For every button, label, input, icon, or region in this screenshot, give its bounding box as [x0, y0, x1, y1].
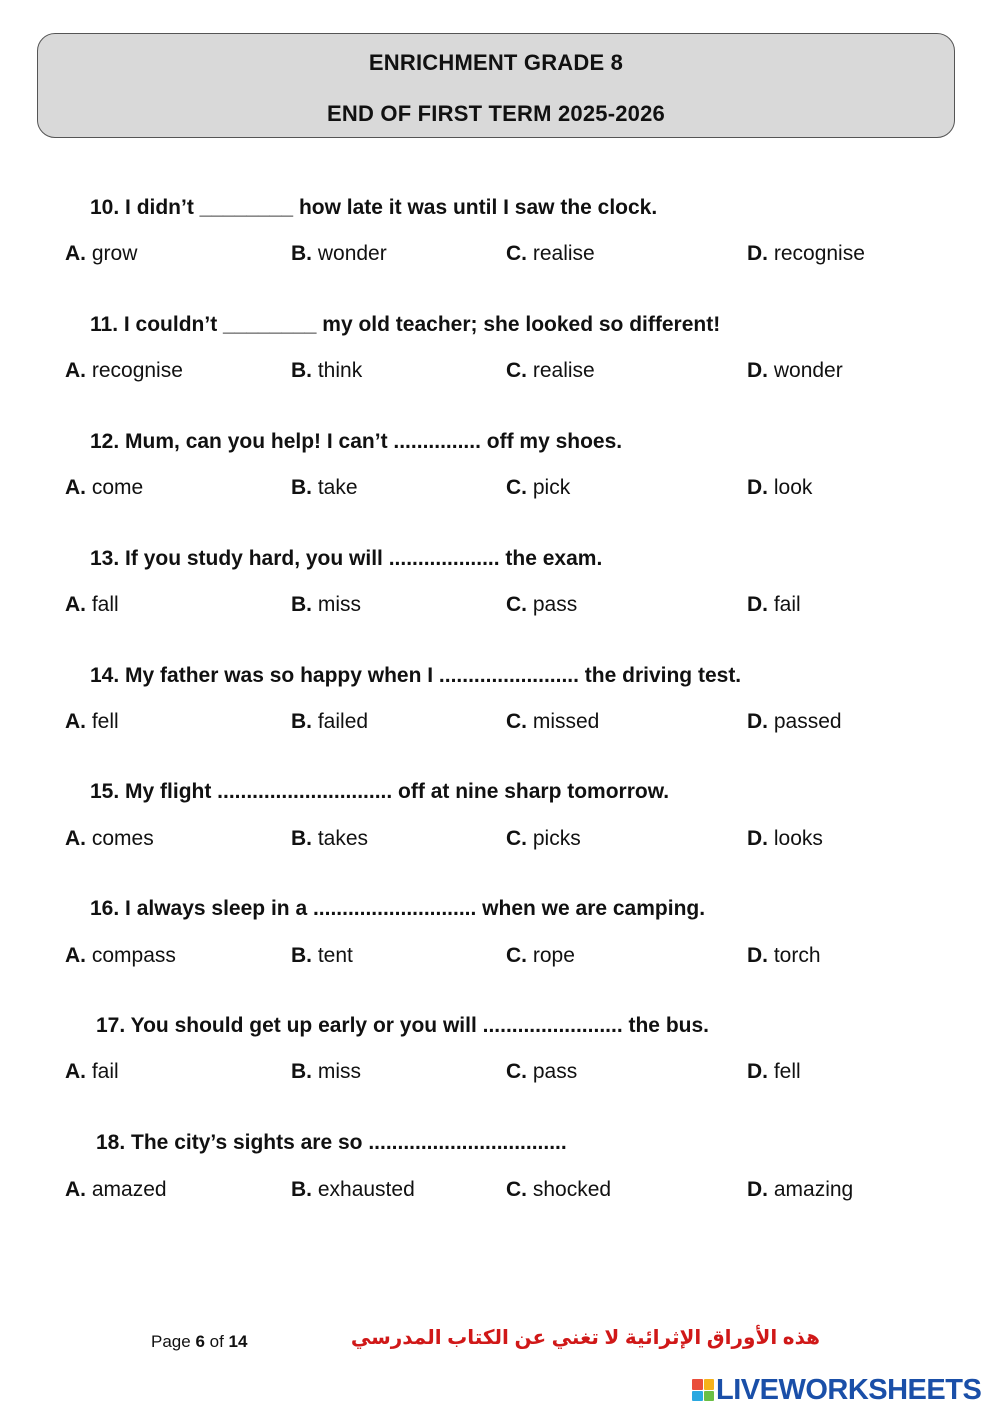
option-text: compass — [91, 944, 176, 967]
option-letter: C. — [506, 1178, 527, 1201]
option-letter: B. — [291, 1060, 312, 1083]
option-text: fail — [773, 593, 801, 616]
question-18: 18. The city’s sights are so .................................. — [96, 1131, 567, 1154]
option-letter: A. — [65, 944, 86, 967]
option-text: passed — [773, 710, 842, 733]
option-letter: A. — [65, 359, 86, 382]
option-a[interactable] — [65, 827, 154, 851]
option-letter: D. — [747, 944, 768, 967]
question-13: 13. If you study hard, you will ................... the exam. — [90, 547, 603, 570]
option-text: realise — [532, 242, 595, 265]
question-15: 15. My flight .............................. off at nine sharp tomorrow. — [90, 780, 670, 803]
option-text: wonder — [773, 359, 843, 382]
header-subtitle: END OF FIRST TERM 2025-2026 — [327, 101, 665, 126]
option-text: recognise — [773, 242, 865, 265]
option-text: amazed — [91, 1178, 167, 1201]
option-d[interactable] — [747, 710, 842, 734]
option-letter: B. — [291, 710, 312, 733]
option-letter: C. — [506, 827, 527, 850]
header-title: ENRICHMENT GRADE 8 — [368, 50, 624, 75]
header-box — [37, 33, 955, 138]
option-c[interactable] — [506, 593, 577, 617]
options-11 — [65, 359, 945, 389]
option-text: recognise — [91, 359, 183, 382]
liveworksheets-brand[interactable] — [692, 1374, 981, 1406]
option-a[interactable] — [65, 1178, 167, 1202]
option-text: miss — [317, 593, 362, 616]
option-c[interactable] — [506, 827, 581, 851]
page-total: 14 — [228, 1332, 248, 1351]
option-letter: C. — [506, 242, 527, 265]
option-text: pick — [532, 476, 571, 499]
question-17: 17. You should get up early or you will ........................ the bus. — [96, 1014, 709, 1037]
option-text: pass — [532, 1060, 578, 1083]
page-number — [151, 1332, 247, 1352]
option-text: comes — [91, 827, 154, 850]
option-b[interactable] — [291, 827, 368, 851]
option-b[interactable] — [291, 710, 368, 734]
option-text: take — [317, 476, 358, 499]
option-letter: D. — [747, 476, 768, 499]
option-letter: A. — [65, 242, 86, 265]
option-letter: D. — [747, 242, 768, 265]
option-text: fall — [91, 593, 119, 616]
option-letter: B. — [291, 476, 312, 499]
options-10 — [65, 242, 945, 272]
option-d[interactable] — [747, 476, 812, 500]
option-b[interactable] — [291, 1060, 361, 1084]
option-letter: D. — [747, 827, 768, 850]
option-letter: D. — [747, 1178, 768, 1201]
option-letter: B. — [291, 827, 312, 850]
page-current: 6 — [195, 1332, 205, 1351]
option-letter: D. — [747, 1060, 768, 1083]
option-text: pass — [532, 593, 578, 616]
option-letter: B. — [291, 359, 312, 382]
option-text: look — [773, 476, 813, 499]
option-c[interactable] — [506, 1060, 577, 1084]
option-letter: B. — [291, 1178, 312, 1201]
logo-square — [704, 1391, 715, 1402]
option-text: failed — [317, 710, 369, 733]
option-text: wonder — [317, 242, 387, 265]
option-letter: D. — [747, 710, 768, 733]
logo-square — [704, 1379, 715, 1390]
options-17 — [65, 1060, 945, 1090]
options-13 — [65, 593, 945, 623]
option-c[interactable] — [506, 359, 595, 383]
option-text: fell — [773, 1060, 801, 1083]
footer-note: هذه الأوراق الإثرائية لا تغني عن الكتاب المدرسي — [350, 1327, 820, 1349]
option-text: fail — [91, 1060, 119, 1083]
option-b[interactable] — [291, 944, 353, 968]
option-letter: C. — [506, 944, 527, 967]
option-b[interactable] — [291, 1178, 415, 1202]
option-letter: B. — [291, 944, 312, 967]
liveworksheets-logo-icon — [692, 1379, 714, 1401]
option-c[interactable] — [506, 476, 570, 500]
option-letter: C. — [506, 476, 527, 499]
option-a[interactable] — [65, 476, 143, 500]
options-16 — [65, 944, 945, 974]
option-text: rope — [532, 944, 575, 967]
option-d[interactable] — [747, 944, 821, 968]
option-letter: C. — [506, 593, 527, 616]
option-text: realise — [532, 359, 595, 382]
option-letter: A. — [65, 710, 86, 733]
option-letter: B. — [291, 593, 312, 616]
option-b[interactable] — [291, 359, 362, 383]
option-text: shocked — [532, 1178, 612, 1201]
option-b[interactable] — [291, 242, 387, 266]
options-18 — [65, 1178, 945, 1208]
options-15 — [65, 827, 945, 857]
option-letter: A. — [65, 476, 86, 499]
option-text: amazing — [773, 1178, 854, 1201]
option-text: think — [317, 359, 363, 382]
option-d[interactable] — [747, 1060, 801, 1084]
option-letter: D. — [747, 359, 768, 382]
option-b[interactable] — [291, 476, 358, 500]
option-a[interactable] — [65, 944, 176, 968]
option-text: tent — [317, 944, 353, 967]
page-prefix: Page — [151, 1332, 196, 1351]
option-text: looks — [773, 827, 823, 850]
option-text: grow — [91, 242, 138, 265]
logo-square — [692, 1391, 703, 1402]
question-12: 12. Mum, can you help! I can’t ............... off my shoes. — [90, 430, 623, 453]
option-letter: A. — [65, 1060, 86, 1083]
option-letter: C. — [506, 710, 527, 733]
option-d[interactable] — [747, 242, 865, 266]
question-11: 11. I couldn’t ________ my old teacher; she looked so different! — [90, 313, 721, 336]
option-letter: A. — [65, 593, 86, 616]
options-14 — [65, 710, 945, 740]
option-a[interactable] — [65, 359, 183, 383]
option-letter: A. — [65, 1178, 86, 1201]
option-text: torch — [773, 944, 821, 967]
option-text: takes — [317, 827, 369, 850]
option-d[interactable] — [747, 359, 843, 383]
option-text: come — [91, 476, 144, 499]
logo-square — [692, 1379, 703, 1390]
question-16: 16. I always sleep in a ............................ when we are camping. — [90, 897, 706, 920]
question-10: 10. I didn’t ________ how late it was until I saw the clock. — [90, 196, 658, 219]
brand-name: LIVEWORKSHEETS — [716, 1373, 982, 1406]
options-12 — [65, 476, 945, 506]
option-a[interactable] — [65, 242, 137, 266]
option-d[interactable] — [747, 593, 801, 617]
option-letter: B. — [291, 242, 312, 265]
option-c[interactable] — [506, 944, 575, 968]
option-c[interactable] — [506, 710, 599, 734]
option-text: exhausted — [317, 1178, 415, 1201]
option-text: picks — [532, 827, 581, 850]
option-text: fell — [91, 710, 119, 733]
option-b[interactable] — [291, 593, 361, 617]
option-d[interactable] — [747, 1178, 853, 1202]
option-text: missed — [532, 710, 600, 733]
option-letter: A. — [65, 827, 86, 850]
option-letter: C. — [506, 359, 527, 382]
option-c[interactable] — [506, 1178, 611, 1202]
option-d[interactable] — [747, 827, 823, 851]
option-letter: D. — [747, 593, 768, 616]
option-a[interactable] — [65, 593, 119, 617]
question-14: 14. My father was so happy when I ........................ the driving test. — [90, 664, 742, 687]
option-letter: C. — [506, 1060, 527, 1083]
page-of: of — [204, 1332, 229, 1351]
option-a[interactable] — [65, 710, 119, 734]
option-text: miss — [317, 1060, 362, 1083]
option-a[interactable] — [65, 1060, 119, 1084]
option-c[interactable] — [506, 242, 595, 266]
